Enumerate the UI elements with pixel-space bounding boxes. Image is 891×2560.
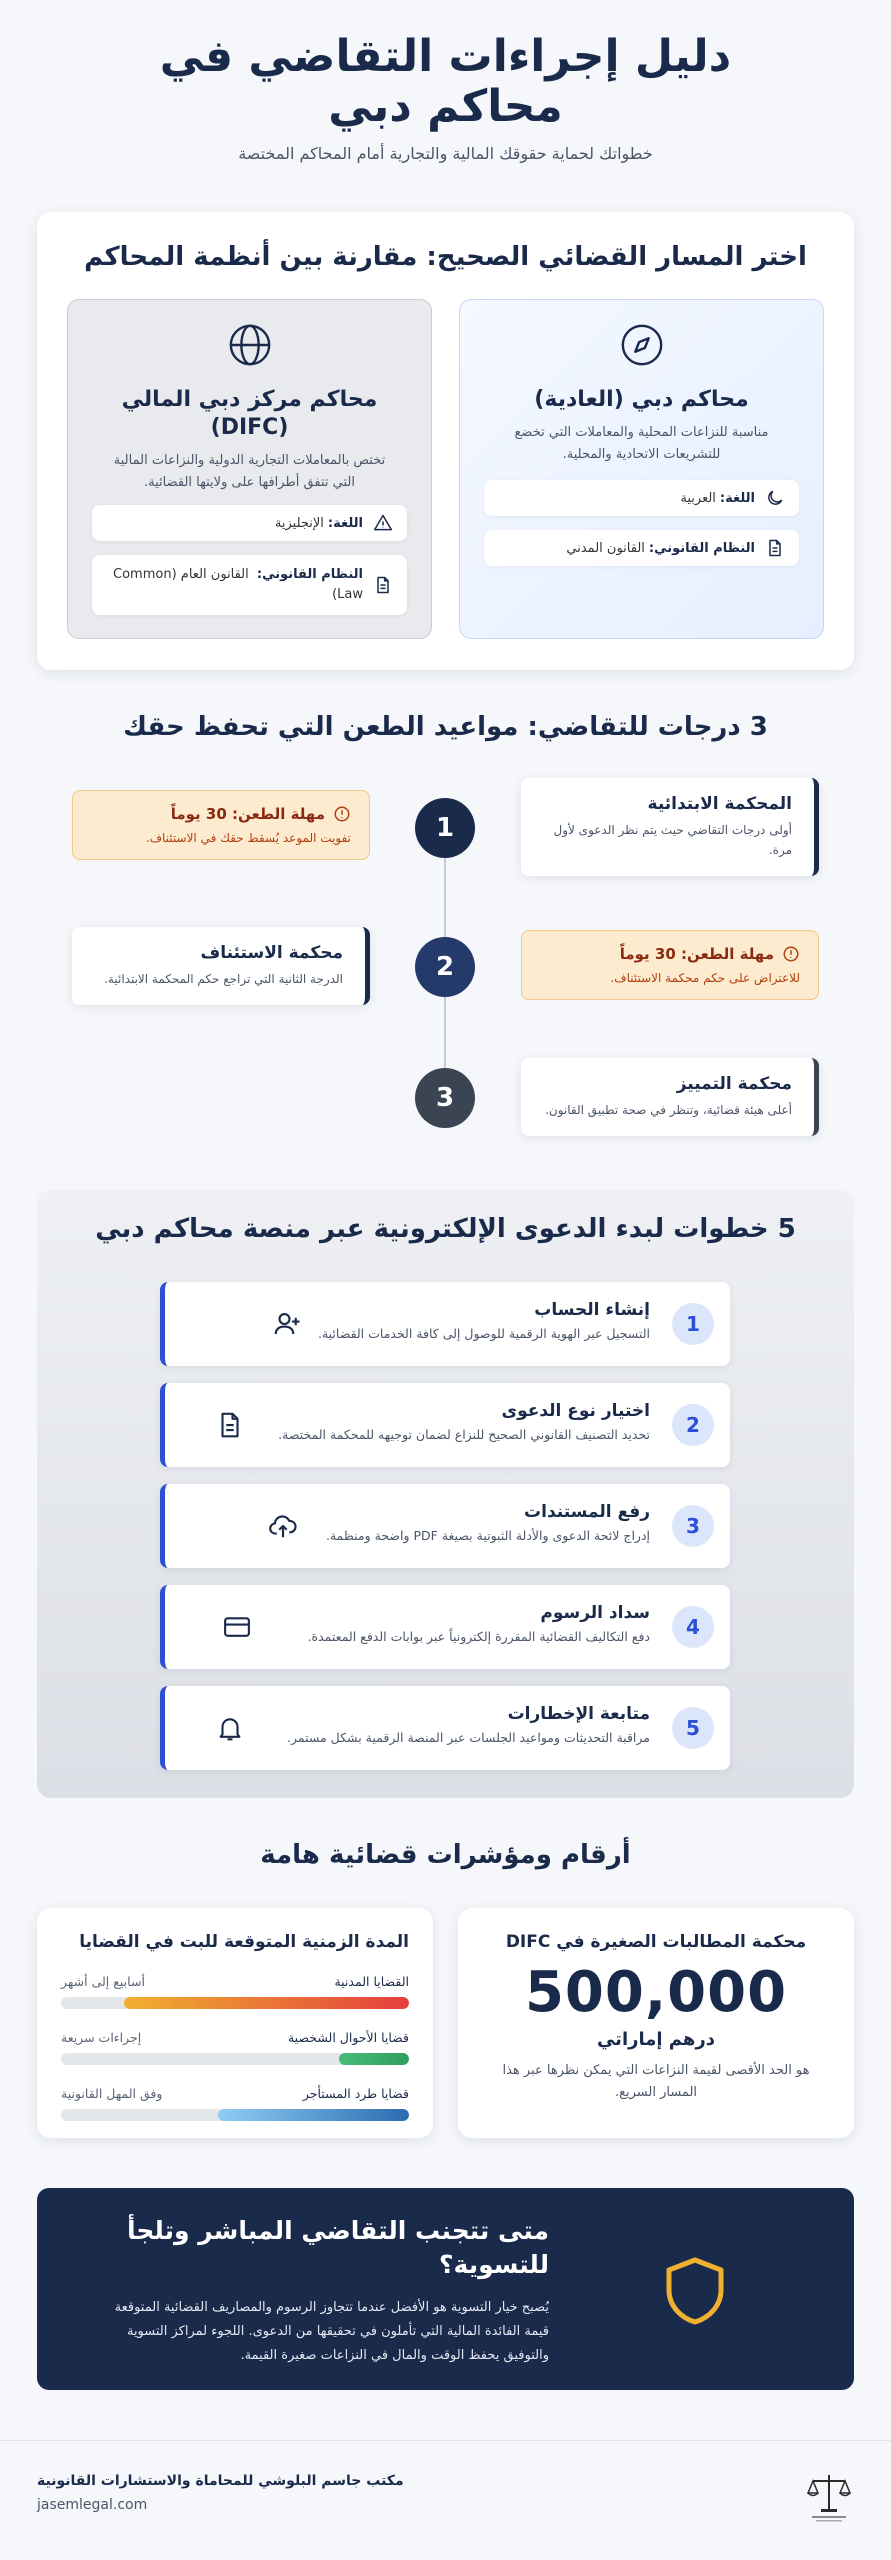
step-card xyxy=(160,1484,730,1568)
bar-note: إجراءات سريعة xyxy=(61,2030,142,2045)
step-title: رفع المستندات xyxy=(524,1502,650,1522)
step-number: 3 xyxy=(672,1505,714,1547)
stat-title: المدة الزمنية المتوقعة للبت في القضايا xyxy=(79,1932,409,1952)
duration-bar xyxy=(61,2030,409,2082)
step-desc: التسجيل عبر الهوية الرقمية للوصول إلى كافة الخدمات القضائية. xyxy=(317,1326,650,1341)
court-description: تختص بالمعاملات التجارية الدولية والنزاعات المالية التي تتفق أطرافها على ولايتها القضائية. xyxy=(113,453,386,490)
legal-system-label: النظام القانوني: xyxy=(648,540,755,556)
language-pill xyxy=(484,480,799,516)
step-title: إنشاء الحساب xyxy=(534,1300,650,1320)
step-number: 1 xyxy=(672,1303,714,1345)
bar-label: قضايا طرد المستأجر xyxy=(302,2086,409,2101)
scales-logo xyxy=(804,2469,854,2525)
page-subtitle: خطواتك لحماية حقوقك المالية والتجارية أمام المحاكم المختصة xyxy=(238,144,653,163)
warning-title: مهلة الطعن: 30 يوماً xyxy=(619,945,774,963)
bar-fill xyxy=(124,1997,409,2009)
warning-title: مهلة الطعن: 30 يوماً xyxy=(170,805,325,823)
step-card xyxy=(160,1282,730,1366)
stat-note: هو الحد الأقصى لقيمة النزاعات التي يمكن نظرها عبر هذا المسار السريع. xyxy=(502,2063,810,2100)
upload-cloud-icon xyxy=(268,1511,298,1541)
court-level-card xyxy=(521,778,819,876)
court-level-title: محكمة التمييز xyxy=(676,1074,792,1094)
step-number: 2 xyxy=(672,1404,714,1446)
document-icon xyxy=(373,575,393,595)
step-title: اختيار نوع الدعوى xyxy=(501,1401,650,1421)
stat-title: محكمة المطالبات الصغيرة في DIFC xyxy=(505,1932,807,1952)
legal-system-value: القانون العام (Common Law) xyxy=(113,567,363,602)
section-title: اختر المسار القضائي الصحيح: مقارنة بين أنظمة المحاكم xyxy=(84,242,807,272)
court-description: مناسبة للنزاعات المحلية والمعاملات التي تخضع للتشريعات الاتحادية والمحلية. xyxy=(514,425,769,462)
language-value: العربية xyxy=(680,490,716,506)
website-link[interactable]: jasemlegal.com xyxy=(37,2497,148,2513)
globe-icon xyxy=(227,322,273,368)
step-number: 4 xyxy=(672,1606,714,1648)
court-level-card xyxy=(72,927,370,1005)
firm-name: مكتب جاسم البلوشي للمحاماة والاستشارات القانونية xyxy=(37,2473,404,2489)
legal-system-pill xyxy=(484,530,799,566)
level-number-badge: 1 xyxy=(415,798,475,858)
language-value: الإنجليزية xyxy=(274,515,324,531)
case-duration-card xyxy=(37,1908,433,2138)
warning-desc: للاعتراض على حكم محكمة الاستئناف. xyxy=(610,971,800,985)
court-level-desc: أعلى هيئة قضائية، وتنظر في صحة تطبيق القانون. xyxy=(545,1103,792,1117)
court-title: محاكم دبي (العادية) xyxy=(534,387,749,412)
appeal-deadline-warning xyxy=(521,930,819,1000)
language-pill xyxy=(92,505,407,541)
compass-icon xyxy=(619,322,665,368)
banner-title: متى تتجنب التقاضي المباشر وتلجأ للتسوية؟ xyxy=(126,2216,549,2279)
alert-circle-icon xyxy=(333,805,351,823)
page-title: دليل إجراءات التقاضي في محاكم دبي xyxy=(159,31,732,132)
settlement-banner xyxy=(37,2188,854,2390)
section-title: أرقام ومؤشرات قضائية هامة xyxy=(260,1840,631,1870)
credit-card-icon xyxy=(222,1612,252,1642)
section-title: 3 درجات للتقاضي: مواعيد الطعن التي تحفظ حقك xyxy=(123,712,768,742)
dubai-courts-card xyxy=(459,299,824,639)
bar-fill xyxy=(218,2109,409,2121)
step-card xyxy=(160,1383,730,1467)
moon-icon xyxy=(765,488,785,508)
step-title: سداد الرسوم xyxy=(540,1603,650,1623)
step-desc: تحديد التصنيف القانوني الصحيح للنزاع لضمان توجيهه للمحكمة المختصة. xyxy=(278,1427,650,1442)
court-level-card xyxy=(521,1058,819,1136)
bell-icon xyxy=(215,1713,245,1743)
footer xyxy=(0,2440,891,2560)
duration-bar xyxy=(61,2086,409,2138)
court-level-desc: أولى درجات التقاضي حيث يتم نظر الدعوى لأول مرة. xyxy=(553,823,792,857)
banner-text: يُصبح خيار التسوية هو الأفضل عندما تتجاوز الرسوم والمصاريف القضائية المتوقعة قيمة الفائدة المالية التي تأملون في تحقيقها من الدعوى. اللجوء لمراكز التسوية والتوفيق يحفظ الوقت والمال في النزاعات صغيرة القيمة. xyxy=(114,2300,549,2363)
court-level-desc: الدرجة الثانية التي تراجع حكم المحكمة الابتدائية. xyxy=(104,972,343,986)
step-card xyxy=(160,1585,730,1669)
step-number: 5 xyxy=(672,1707,714,1749)
warning-triangle-icon xyxy=(373,513,393,533)
language-label: اللغة: xyxy=(327,515,363,531)
step-desc: مراقبة التحديثات ومواعيد الجلسات عبر المنصة الرقمية بشكل مستمر. xyxy=(286,1730,650,1745)
level-number-badge: 3 xyxy=(415,1068,475,1128)
section-title: 5 خطوات لبدء الدعوى الإلكترونية عبر منصة محاكم دبي xyxy=(95,1214,796,1244)
level-number-badge: 2 xyxy=(415,937,475,997)
duration-bar xyxy=(61,1974,409,2026)
e-filing-steps-section xyxy=(37,1190,854,1798)
step-title: متابعة الإخطارات xyxy=(507,1704,650,1724)
step-desc: إدراج لائحة الدعوى والأدلة الثبوتية بصيغة PDF واضحة ومنظمة. xyxy=(325,1528,650,1543)
legal-system-label: النظام القانوني: xyxy=(256,567,363,582)
small-claims-card xyxy=(458,1908,854,2138)
bar-note: أسابيع إلى أشهر xyxy=(61,1974,145,1989)
bar-label: القضايا المدنية xyxy=(334,1974,409,1989)
legal-system-pill xyxy=(92,555,407,615)
stat-value: 500,000 xyxy=(524,1960,788,2025)
step-card xyxy=(160,1686,730,1770)
appeal-deadline-warning xyxy=(72,790,370,860)
legal-system-value: القانون المدني xyxy=(566,540,645,556)
court-title: محاكم مركز دبي المالي (DIFC) xyxy=(121,387,378,440)
difc-courts-card xyxy=(67,299,432,639)
court-comparison-section xyxy=(37,212,854,670)
document-icon xyxy=(765,538,785,558)
bar-note: وفق المهل القانونية xyxy=(61,2086,163,2101)
user-plus-icon xyxy=(272,1309,302,1339)
step-desc: دفع التكاليف القضائية المقررة إلكترونياً عبر بوابات الدفع المعتمدة. xyxy=(307,1629,650,1644)
hero xyxy=(0,32,891,163)
stat-unit: درهم إماراتي xyxy=(596,2029,716,2050)
court-level-title: المحكمة الابتدائية xyxy=(647,794,792,814)
shield-icon xyxy=(663,2256,727,2326)
alert-circle-icon xyxy=(782,945,800,963)
bar-label: قضايا الأحوال الشخصية xyxy=(287,2030,409,2045)
language-label: اللغة: xyxy=(719,490,755,506)
court-level-title: محكمة الاستئناف xyxy=(200,943,343,963)
document-icon xyxy=(215,1410,245,1440)
warning-desc: تفويت الموعد يُسقط حقك في الاستئناف. xyxy=(145,831,351,845)
bar-fill xyxy=(339,2053,409,2065)
